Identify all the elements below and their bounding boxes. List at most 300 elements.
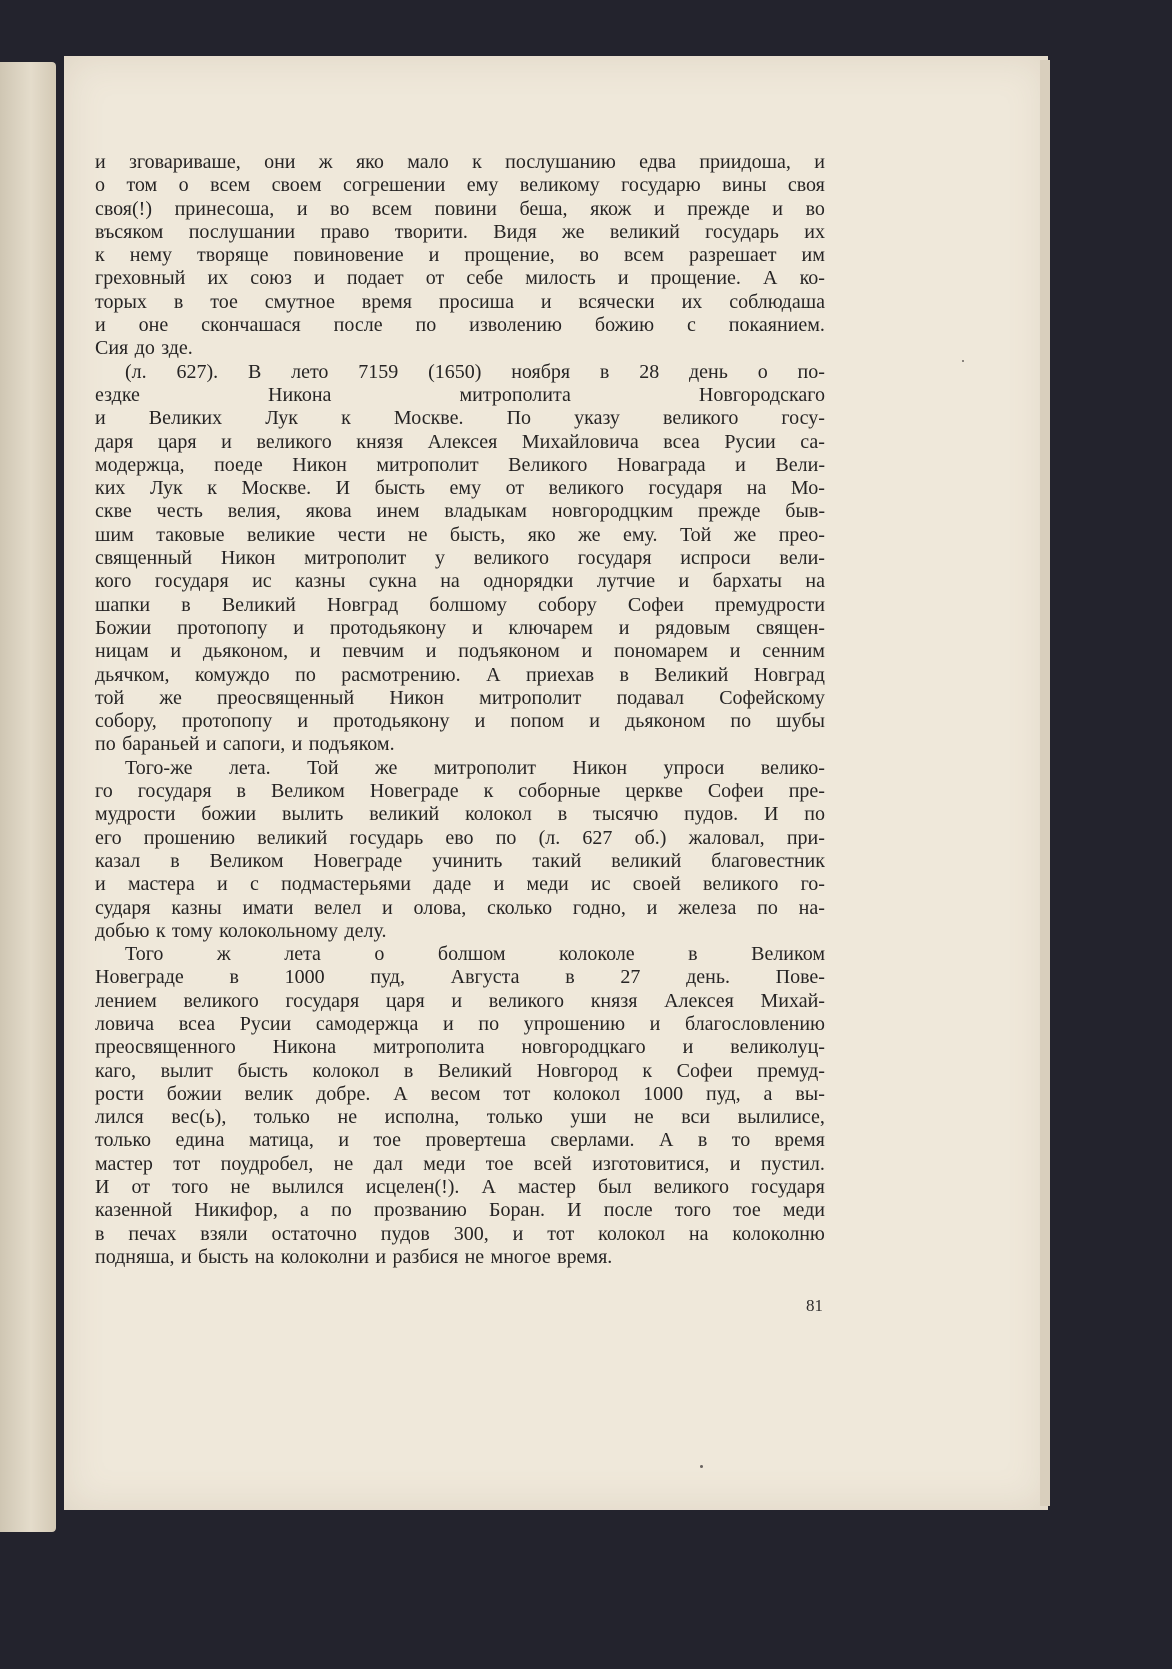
word: И xyxy=(764,803,779,826)
word: колоколе xyxy=(558,943,635,966)
word: согрешении xyxy=(342,174,446,197)
word: вси xyxy=(681,1106,711,1129)
text-line xyxy=(95,617,825,640)
word: шапки xyxy=(95,593,151,616)
word: в xyxy=(599,360,610,383)
text-line xyxy=(95,1013,825,1036)
word: повини xyxy=(434,197,497,220)
word: поеде xyxy=(214,453,263,476)
text-line xyxy=(95,337,825,360)
word: разрешает xyxy=(688,244,777,267)
word: подает xyxy=(346,267,404,290)
word: же xyxy=(374,756,398,779)
word: Того-же xyxy=(125,756,193,779)
word: всем xyxy=(210,174,251,197)
word: на xyxy=(805,570,825,593)
word: и xyxy=(443,1012,454,1035)
word: божии xyxy=(201,803,257,826)
word: и xyxy=(95,873,106,896)
word: после xyxy=(333,314,383,337)
word: прежде xyxy=(697,500,761,523)
word: Софеи xyxy=(627,593,684,616)
text-line xyxy=(95,757,825,780)
word: по xyxy=(495,826,517,849)
word: По xyxy=(506,407,532,430)
word: божии xyxy=(166,1082,222,1105)
word: по xyxy=(757,896,778,919)
word: в xyxy=(403,1059,414,1082)
word: только xyxy=(486,1106,543,1129)
word: Великом xyxy=(270,780,345,803)
word: к xyxy=(341,407,351,430)
word: го xyxy=(95,780,113,803)
word: протопопу xyxy=(181,710,273,733)
word: прошению xyxy=(143,826,236,849)
word: пудов xyxy=(380,1222,430,1245)
word: великого xyxy=(653,1176,729,1199)
text-line xyxy=(95,431,825,454)
word: и xyxy=(471,616,483,639)
word: ездке xyxy=(95,383,140,406)
word: приехав xyxy=(525,663,595,686)
word: только xyxy=(95,1129,152,1152)
word: великого xyxy=(473,547,550,570)
word: са- xyxy=(800,430,825,453)
word: Москве. xyxy=(241,477,312,500)
word: подавал xyxy=(616,686,684,709)
word: у xyxy=(435,547,446,570)
word: вес(ь), xyxy=(171,1106,227,1129)
word: Боран. xyxy=(488,1199,546,1222)
text-line xyxy=(95,454,825,477)
word: тое xyxy=(485,1152,514,1175)
word: взяли xyxy=(200,1222,248,1245)
word: мастера xyxy=(127,873,195,896)
word: нему xyxy=(129,244,172,267)
word: и xyxy=(646,896,658,919)
word: на xyxy=(688,1222,709,1245)
word: Новаграда xyxy=(616,453,706,476)
word: и xyxy=(170,640,182,663)
word: и xyxy=(205,733,217,756)
text-line xyxy=(95,361,825,384)
word: их xyxy=(804,220,825,243)
word: дал xyxy=(373,1152,403,1175)
text-line xyxy=(95,1129,825,1152)
word: время xyxy=(361,290,412,313)
word: великого xyxy=(183,989,259,1012)
word: в xyxy=(181,593,191,616)
word: новгородцкаго xyxy=(521,1036,646,1059)
word: Лук xyxy=(149,477,183,500)
word: и xyxy=(95,407,106,430)
ink-speck xyxy=(962,360,964,362)
word: просиша xyxy=(438,290,514,313)
word: а xyxy=(299,1199,309,1222)
word: всем xyxy=(623,244,664,267)
word: по xyxy=(95,733,116,756)
word: А xyxy=(658,1129,674,1152)
word: изволению xyxy=(469,314,562,337)
word: ис xyxy=(590,873,611,896)
text-line xyxy=(95,897,825,920)
word: не xyxy=(634,1106,654,1129)
word: на- xyxy=(798,896,825,919)
word: по xyxy=(730,710,752,733)
word: по- xyxy=(797,360,825,383)
word: Новгород xyxy=(536,1059,618,1082)
word: ему xyxy=(449,477,482,500)
word: всем xyxy=(372,197,412,220)
word: приидоша, xyxy=(699,151,791,173)
word: Новеграде xyxy=(313,849,403,872)
word: к xyxy=(472,151,482,173)
word: Никон xyxy=(220,547,276,570)
word: шим xyxy=(95,523,134,546)
word: и xyxy=(649,1012,661,1035)
word: в xyxy=(697,1129,708,1152)
word: зде. xyxy=(161,337,193,360)
word: учинить xyxy=(432,849,503,872)
word: бысть xyxy=(197,1245,249,1268)
word: разбися xyxy=(392,1245,459,1268)
word: и xyxy=(581,640,593,663)
word: (л. xyxy=(538,826,561,849)
word: своей xyxy=(632,873,681,896)
word: певчим xyxy=(342,640,404,663)
word: великие xyxy=(247,523,316,546)
word: и xyxy=(451,989,463,1012)
text-line xyxy=(95,384,825,407)
word: и xyxy=(678,570,690,593)
word: в xyxy=(565,966,575,989)
word: Михай- xyxy=(760,989,825,1012)
word: и xyxy=(338,1129,350,1152)
text-line xyxy=(95,780,825,803)
word: В xyxy=(247,360,262,383)
word: лета. xyxy=(228,756,271,779)
text-line xyxy=(95,640,825,663)
word: велия, xyxy=(227,500,281,523)
word: государя xyxy=(285,989,360,1012)
word: им xyxy=(801,244,825,267)
word: Алексея xyxy=(664,989,734,1012)
word: Никон xyxy=(389,686,444,709)
word: имати xyxy=(242,896,294,919)
word: митрополита xyxy=(459,383,571,406)
word: ко- xyxy=(799,267,825,290)
word: казал xyxy=(95,849,141,872)
word: и xyxy=(682,1036,694,1059)
word: только xyxy=(253,1106,310,1129)
page-number: 81 xyxy=(806,1296,823,1315)
word: и xyxy=(375,1245,387,1268)
word: и xyxy=(382,896,393,919)
word: о xyxy=(757,360,768,383)
word: меди xyxy=(782,1199,825,1222)
word: к xyxy=(95,244,105,267)
word: ево xyxy=(445,826,474,849)
word: Никифор, xyxy=(194,1199,278,1222)
word: милость xyxy=(525,267,596,290)
word: Вели- xyxy=(775,453,825,476)
word: (л. xyxy=(125,360,147,383)
word: великого xyxy=(703,873,779,896)
word: священный xyxy=(95,547,193,570)
word: на xyxy=(746,477,767,500)
word: тому xyxy=(171,919,213,942)
word: испроси xyxy=(680,547,751,570)
word: был xyxy=(598,1176,632,1199)
word: госу- xyxy=(781,407,825,430)
word: сверлами. xyxy=(550,1129,635,1152)
word: многое xyxy=(490,1245,551,1268)
word: бараньей xyxy=(122,733,200,756)
word: великий xyxy=(609,220,680,243)
word: их xyxy=(207,267,229,290)
word: добре. xyxy=(316,1082,371,1105)
word: матица, xyxy=(248,1129,314,1152)
word: якова xyxy=(305,500,352,523)
word: подъяком. xyxy=(308,733,395,756)
text-line xyxy=(95,291,825,314)
word: том xyxy=(126,174,158,197)
text-line xyxy=(95,687,825,710)
word: сенним xyxy=(762,640,825,663)
word: яко xyxy=(355,151,384,173)
word: по xyxy=(415,314,437,337)
word: Софейскому xyxy=(719,686,825,709)
text-line xyxy=(95,920,825,943)
word: великого xyxy=(488,989,565,1012)
text-line xyxy=(95,1036,825,1059)
word: во xyxy=(330,197,350,220)
word: тое xyxy=(373,1129,402,1152)
word: мало xyxy=(407,151,449,173)
word: благословлению xyxy=(685,1012,825,1035)
word: великому xyxy=(519,174,600,197)
word: годно, xyxy=(572,896,626,919)
word: новгородцким xyxy=(551,500,674,523)
word: едва xyxy=(639,151,676,173)
word: день xyxy=(689,360,728,383)
word: колокол xyxy=(598,1222,665,1245)
word: ноября xyxy=(511,360,571,383)
word: попом xyxy=(510,710,565,733)
word: мастер xyxy=(95,1152,153,1175)
word: священ- xyxy=(756,616,825,639)
word: Москве. xyxy=(393,407,464,430)
text-line xyxy=(95,1060,825,1083)
word: собору xyxy=(537,593,597,616)
text-line xyxy=(95,1083,825,1106)
word: и xyxy=(216,873,228,896)
text-line xyxy=(95,664,825,687)
word: от xyxy=(505,477,525,500)
word: на xyxy=(440,570,460,593)
word: рости xyxy=(95,1082,144,1105)
word: в xyxy=(170,849,180,872)
word: болшом xyxy=(437,943,506,966)
word: И xyxy=(95,1176,110,1199)
word: соборные xyxy=(518,780,601,803)
word: лутчие xyxy=(596,570,656,593)
text-line xyxy=(95,477,825,500)
word: ких xyxy=(95,477,126,500)
word: колоколни xyxy=(280,1245,369,1268)
word: государю xyxy=(621,174,701,197)
word: и xyxy=(314,267,325,290)
word: к xyxy=(483,780,494,803)
word: митрополит xyxy=(433,756,537,779)
word: митрополит xyxy=(304,547,407,570)
word: время xyxy=(774,1129,825,1152)
word: не xyxy=(230,1176,250,1199)
word: митрополита xyxy=(373,1036,485,1059)
word: творити. xyxy=(394,220,468,243)
word: 627). xyxy=(176,360,219,383)
word: и xyxy=(297,710,309,733)
word: даря xyxy=(95,430,134,453)
word: ему xyxy=(466,174,499,197)
word: царя xyxy=(157,430,197,453)
word: и xyxy=(293,616,304,639)
word: и xyxy=(618,616,630,639)
word: и xyxy=(814,151,825,173)
word: 1000 xyxy=(643,1082,684,1105)
word: государь xyxy=(349,826,424,849)
word: послушании xyxy=(188,220,296,243)
word: Той xyxy=(307,756,339,779)
word: же xyxy=(159,686,182,709)
word: не xyxy=(407,523,428,546)
word: лета xyxy=(284,943,321,966)
word: не xyxy=(337,1106,358,1129)
word: и xyxy=(540,290,552,313)
word: оне xyxy=(138,314,169,337)
word: своя xyxy=(787,174,825,197)
word: уши xyxy=(570,1106,607,1129)
word: греховный xyxy=(95,267,186,290)
word: ницам xyxy=(95,640,149,663)
word: сукна xyxy=(368,570,417,593)
word: в xyxy=(557,803,568,826)
word: в xyxy=(236,780,246,803)
word: и xyxy=(653,197,665,220)
word: вылился xyxy=(272,1176,344,1199)
word: к xyxy=(642,1059,653,1082)
word: великого xyxy=(663,407,739,430)
word: вылилисе, xyxy=(737,1106,825,1129)
word: с xyxy=(686,314,696,337)
word: Новеграде xyxy=(95,966,184,989)
word: и xyxy=(772,197,783,220)
word: меди xyxy=(423,1152,466,1175)
word: того xyxy=(172,1176,209,1199)
word: 1000 xyxy=(284,966,325,989)
text-line xyxy=(95,594,825,617)
word: о xyxy=(95,174,105,197)
text-line xyxy=(95,198,825,221)
word: тое xyxy=(733,1199,761,1222)
word: же xyxy=(562,220,585,243)
word: и xyxy=(617,267,629,290)
word: по xyxy=(295,663,316,686)
word: и xyxy=(296,197,308,220)
word: соблюдаша xyxy=(729,290,825,313)
word: 627 xyxy=(582,826,613,849)
text-line xyxy=(95,873,825,896)
word: с xyxy=(249,873,259,896)
word: ж xyxy=(318,151,333,173)
word: своем xyxy=(271,174,322,197)
word: и xyxy=(309,640,321,663)
word: бархаты xyxy=(712,570,782,593)
word: и xyxy=(291,733,303,756)
word: Божии xyxy=(95,616,152,639)
word: Новеграде xyxy=(369,780,459,803)
word: колокол xyxy=(312,1059,380,1082)
word: расмотрению. xyxy=(341,663,461,686)
word: право xyxy=(320,220,370,243)
word: пономарем xyxy=(614,640,708,663)
word: всей xyxy=(533,1152,572,1175)
word: инем xyxy=(376,500,420,523)
word: и xyxy=(95,314,106,337)
text-line xyxy=(95,1246,825,1269)
word: божию xyxy=(594,314,655,337)
word: послушанию xyxy=(505,151,616,173)
word: указу xyxy=(574,407,620,430)
word: беша, xyxy=(519,197,568,220)
word: тот xyxy=(503,1082,531,1105)
word: вылить xyxy=(281,803,344,826)
word: едина xyxy=(175,1129,225,1152)
word: Новгородскаго xyxy=(698,383,825,406)
word: пре- xyxy=(788,780,825,803)
word: в xyxy=(619,663,629,686)
word: не xyxy=(464,1245,485,1268)
word: железа xyxy=(678,896,737,919)
word: преосвященного xyxy=(95,1036,236,1059)
word: делу. xyxy=(344,919,387,942)
word: сударя xyxy=(95,896,151,919)
text-line xyxy=(95,570,825,593)
word: и xyxy=(729,1152,741,1175)
word: и xyxy=(512,1222,524,1245)
left-page-edge xyxy=(0,62,56,1532)
text-line xyxy=(95,1153,825,1176)
word: Мо- xyxy=(790,477,825,500)
word: того xyxy=(674,1199,711,1222)
word: царя xyxy=(385,989,425,1012)
word: колоколню xyxy=(732,1222,825,1245)
word: зговариваше, xyxy=(129,151,241,173)
word: премуд- xyxy=(757,1059,825,1082)
word: тот xyxy=(173,1152,201,1175)
word: Никона xyxy=(268,383,332,406)
word: прощение. xyxy=(650,267,741,290)
word: князя xyxy=(590,989,638,1012)
word: Великом xyxy=(751,943,825,966)
word: Великий xyxy=(221,593,296,616)
word: во xyxy=(805,197,825,220)
word: сколько xyxy=(487,896,553,919)
word: бысть, xyxy=(449,523,506,546)
word: вы- xyxy=(795,1082,825,1105)
word: день. xyxy=(686,966,730,989)
text-line xyxy=(95,314,825,337)
